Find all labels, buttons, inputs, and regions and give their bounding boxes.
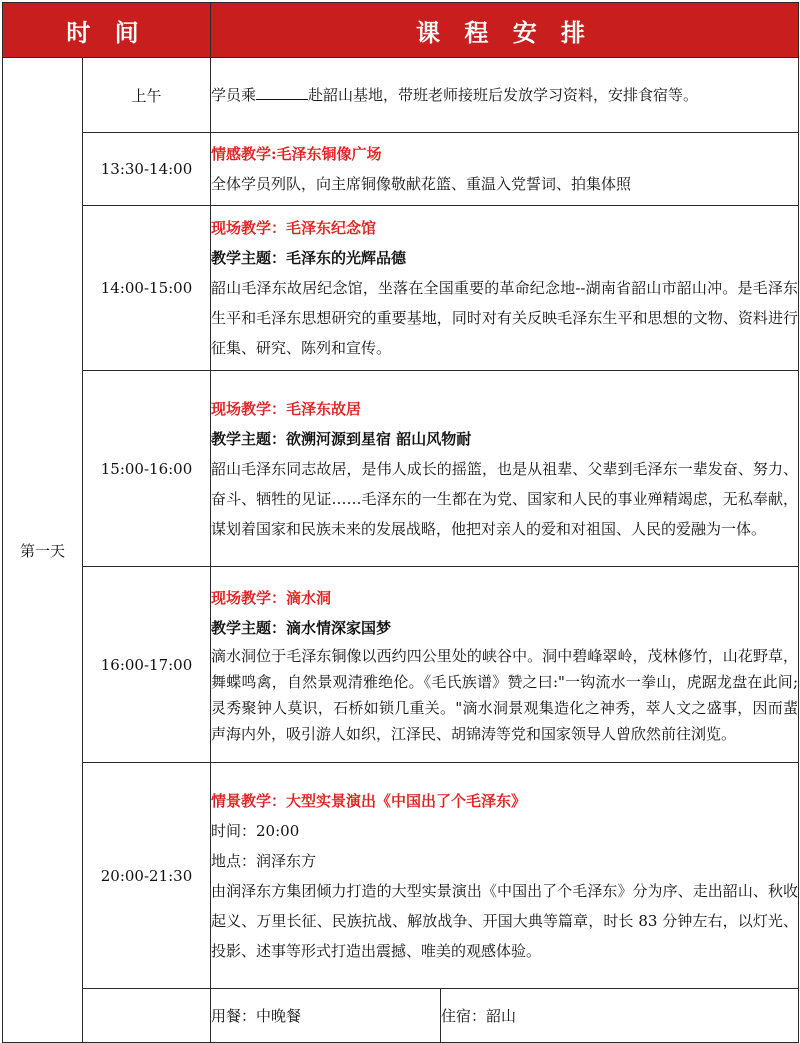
time-slot-morning: 上午: [83, 58, 211, 133]
session-title: 情景教学：大型实景演出《中国出了个毛泽东》: [211, 791, 527, 810]
time-slot-1400: 14:00-15:00: [83, 206, 211, 371]
time-slot-2000: 20:00-21:30: [83, 763, 211, 989]
time-slot-1330: 13:30-14:00: [83, 133, 211, 206]
session-time-line: 时间：20:00: [211, 821, 300, 840]
time-slot-1600: 16:00-17:00: [83, 567, 211, 763]
session-place-line: 地点：润泽东方: [211, 851, 317, 870]
footer-empty-cell: [83, 989, 211, 1043]
morning-text: 学员乘 赴韶山基地，带班老师接班后发放学习资料，安排食宿等。: [211, 86, 699, 104]
session-former-residence: [211, 371, 799, 567]
session-body: 全体学员列队，向主席铜像敬献花篮、重温入党誓词、拍集体照: [211, 175, 632, 193]
header-schedule: 课 程 安 排: [211, 3, 799, 58]
day-label: 第一天: [3, 58, 83, 1043]
session-theme: 教学主题：欲溯河源到星宿 韶山风物耐: [211, 429, 472, 448]
stay-info: 住宿：韶山: [441, 989, 799, 1043]
morning-content: [211, 58, 799, 133]
session-body: 韶山毛泽东同志故居，是伟人成长的摇篮，也是从祖辈、父辈到毛泽东一辈发奋、努力、奋斗、牺牲的见证……毛泽东的一生都在为党、国家和人民的事业殚精竭虑，无私奉献，谋划着国家和民族未来的发展战略，他把对亲人的爱和对祖国、人民的爱融为一体。: [211, 459, 799, 538]
session-live-show: [211, 763, 799, 989]
session-title: 现场教学：毛泽东故居: [211, 399, 362, 418]
session-theme: 教学主题：毛泽东的光辉品德: [211, 249, 407, 267]
session-body: 由润泽东方集团倾力打造的大型实景演出《中国出了个毛泽东》分为序、走出韶山、秋收起义、万里长征、民族抗战、解放战争、开国大典等篇章，时长 83 分钟左右，以灯光、投影、述事等形式打造出震撼、唯美的观感体验。: [211, 881, 799, 960]
session-statue-square: [211, 133, 799, 206]
header-time: 时 间: [3, 3, 211, 58]
session-memorial-hall: [211, 206, 799, 371]
session-title: 现场教学：毛泽东纪念馆: [211, 219, 377, 237]
session-title: 现场教学：滴水洞: [211, 588, 332, 607]
time-slot-1500: 15:00-16:00: [83, 371, 211, 567]
session-body: 韶山毛泽东故居纪念馆，坐落在全国重要的革命纪念地--湖南省韶山市韶山冲。是毛泽东生平和毛泽东思想研究的重要基地，同时对有关反映毛泽东生平和思想的文物、资料进行征集、研究、陈列和宣传。: [211, 279, 799, 357]
session-dishui-cave: [211, 567, 799, 763]
schedule-table: [2, 2, 799, 1043]
session-theme: 教学主题：滴水情深家国梦: [211, 618, 392, 637]
fill-blank: [256, 84, 308, 100]
session-body: 滴水洞位于毛泽东铜像以西约四公里处的峡谷中。洞中碧峰翠岭，茂林修竹，山花野草，舞蝶鸣禽，自然景观清雅绝伦。《毛氏族谱》赞之曰:"一钩流水一拳山，虎踞龙盘在此间;灵秀聚钟人莫识，石桥如锁几重关。"滴水洞景观集造化之神秀，萃人文之盛事，因而蜚声海内外，吸引游人如织，江泽民、胡锦涛等党和国家领导人曾欣然前往浏览。: [211, 646, 799, 743]
session-title: 情感教学:毛泽东铜像广场: [211, 145, 382, 163]
meal-info: 用餐：中晚餐: [211, 989, 441, 1043]
